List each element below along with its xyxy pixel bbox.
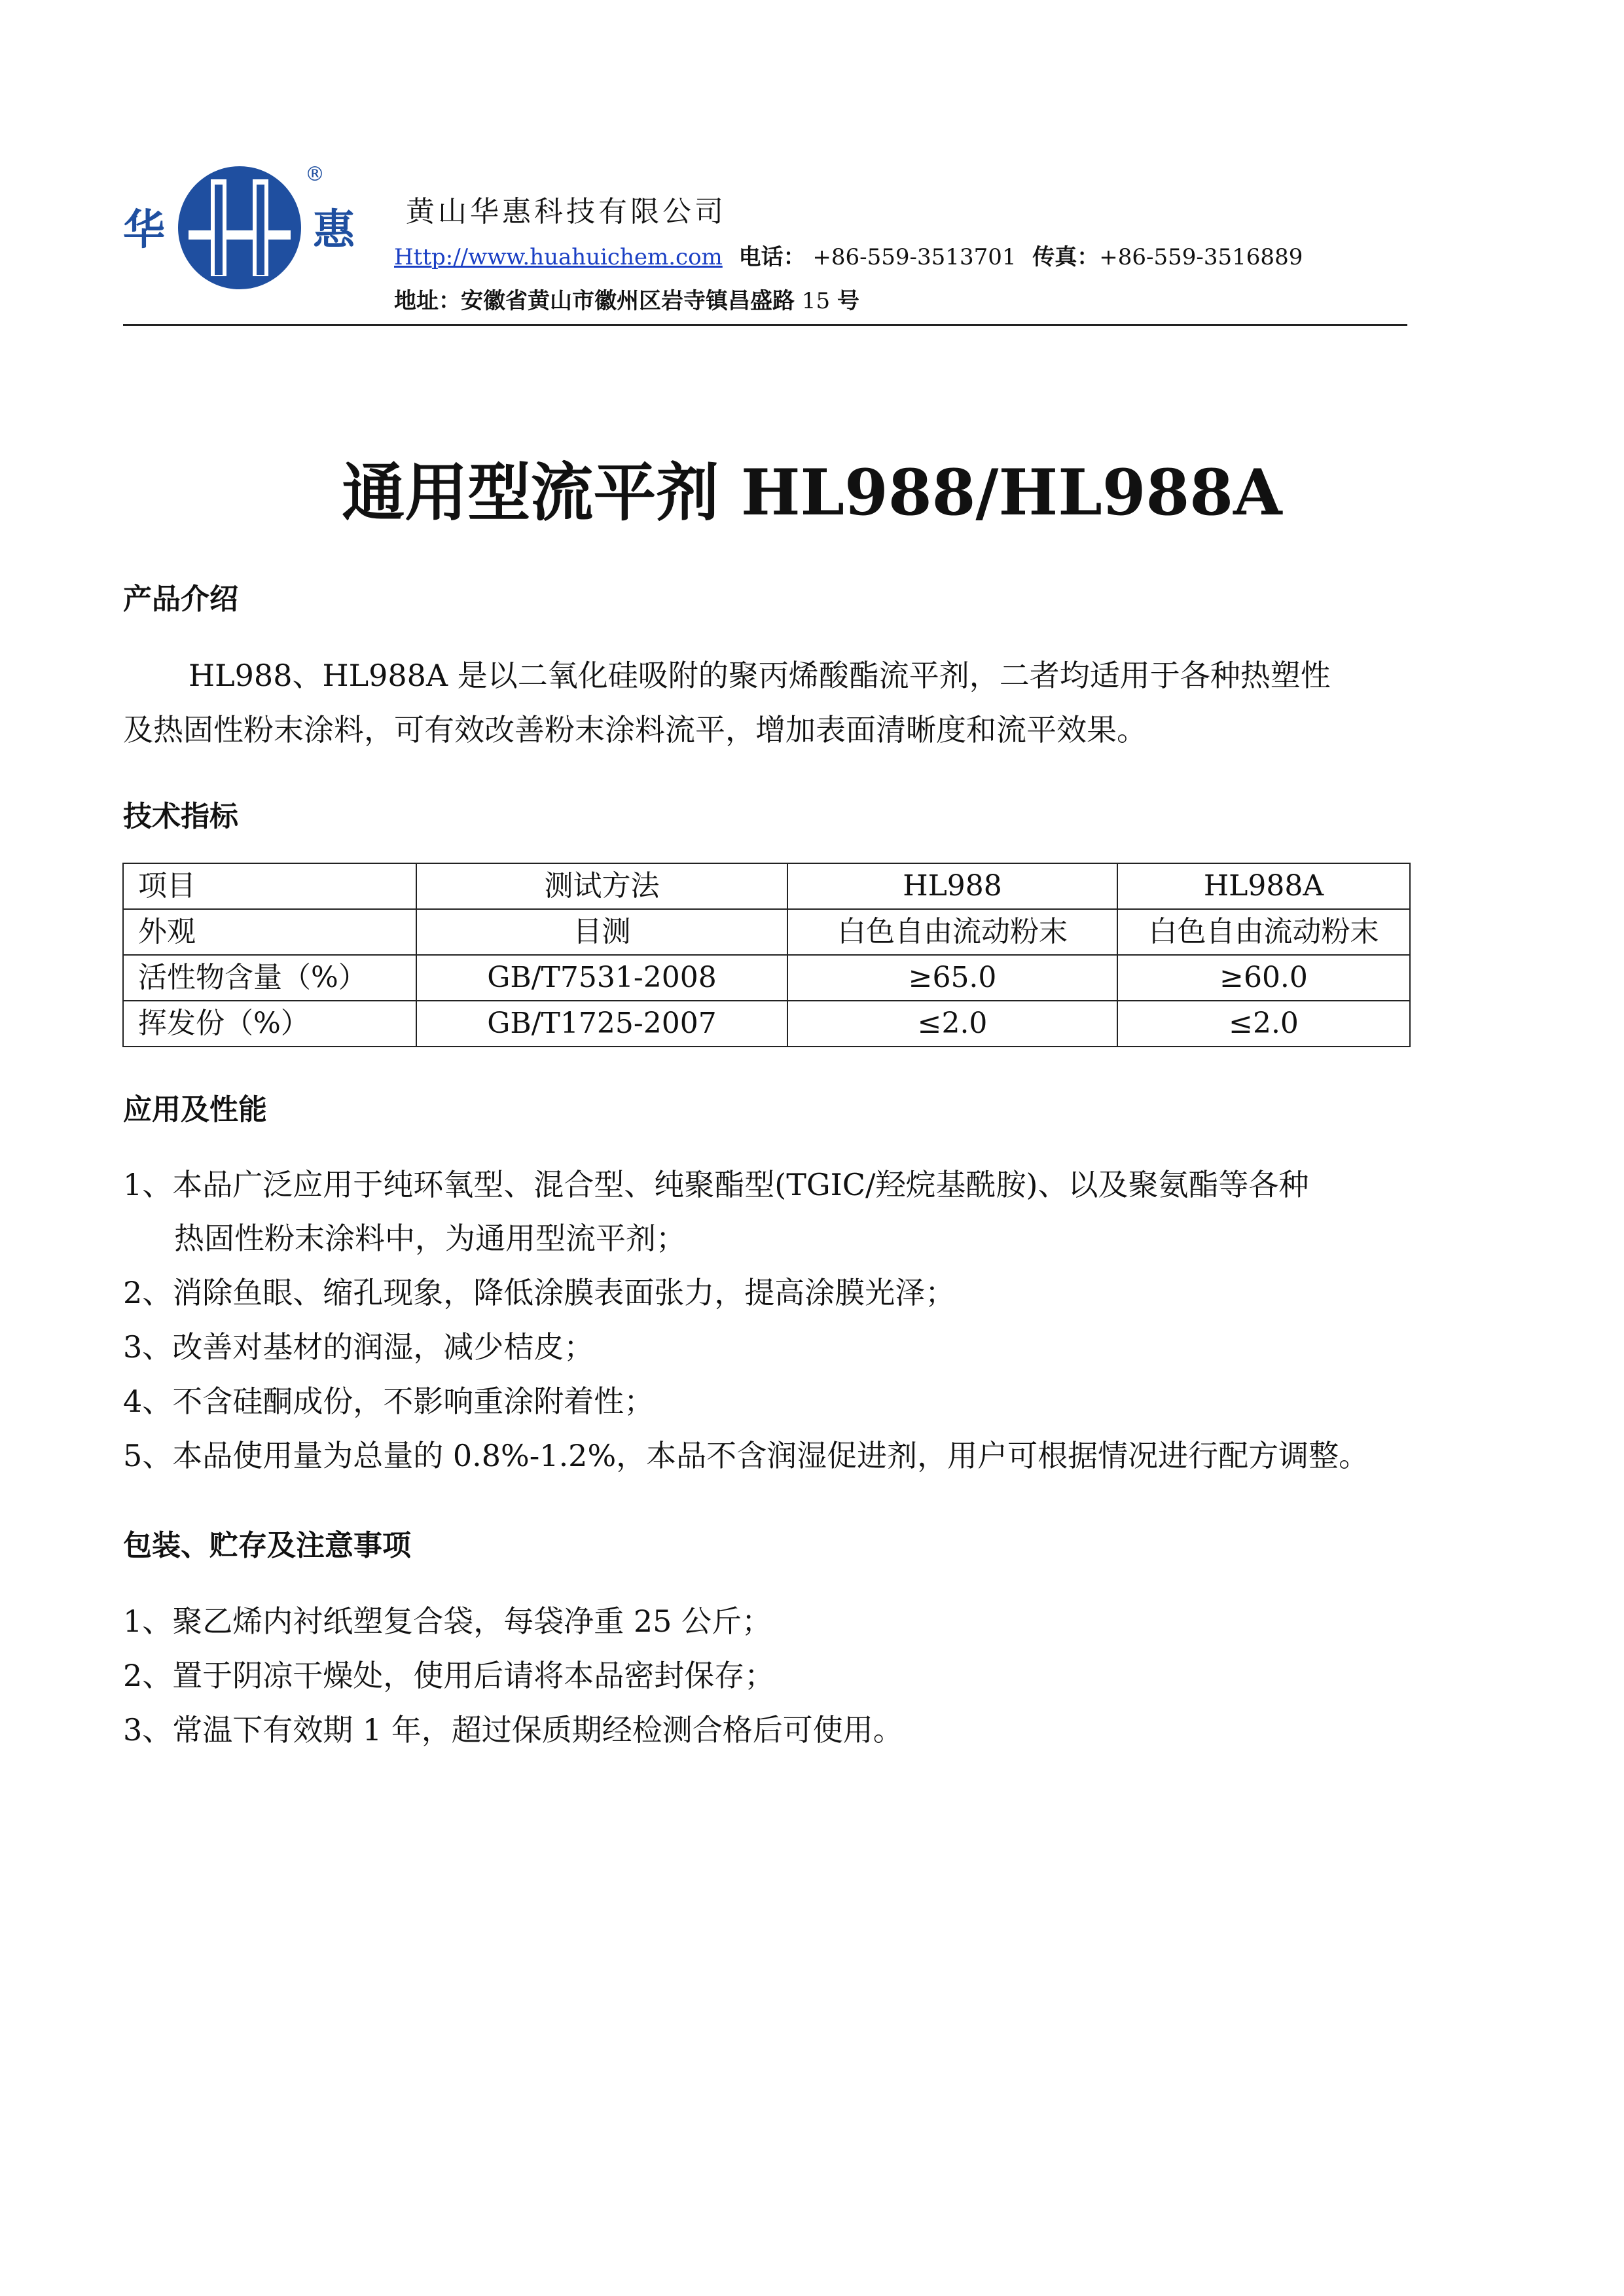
table-cell: ≥65.0	[787, 955, 1117, 1001]
address-suffix: 号	[837, 288, 859, 314]
address-number: 15	[795, 288, 837, 314]
table-cell: ≥60.0	[1117, 955, 1410, 1001]
heading-packaging: 包装、贮存及注意事项	[123, 1529, 411, 1562]
table-cell: ≤2.0	[1117, 1001, 1410, 1047]
table-cell: 白色自由流动粉末	[1117, 909, 1410, 955]
table-header-row	[123, 863, 1410, 909]
company-name: 黄山华惠科技有限公司	[406, 195, 727, 228]
heading-intro: 产品介绍	[123, 583, 238, 616]
website-link[interactable]: Http://www.huahuichem.com	[394, 244, 723, 270]
list-item: 4、不含硅酮成份，不影响重涂附着性；	[123, 1384, 655, 1419]
table-header-cell: 项目	[123, 863, 416, 909]
phone-number: +86-559-3513701	[812, 244, 1017, 270]
table-row	[123, 1001, 1410, 1047]
company-logo	[123, 162, 359, 293]
table-cell: GB/T7531-2008	[416, 955, 787, 1001]
table-header-cell: HL988	[787, 863, 1117, 909]
table-row	[123, 955, 1410, 1001]
logo-emblem-icon	[174, 162, 309, 293]
table-header-cell: 测试方法	[416, 863, 787, 909]
table-cell: 活性物含量（%）	[123, 955, 416, 1001]
fax-label: 传真：	[1032, 244, 1100, 270]
list-item: 1、聚乙烯内衬纸塑复合袋，每袋净重 25 公斤；	[123, 1604, 772, 1639]
phone-label: 电话：	[738, 244, 806, 270]
list-item: 1、本品广泛应用于纯环氧型、混合型、纯聚酯型(TGIC/羟烷基酰胺)、以及聚氨酯等各种	[123, 1167, 1309, 1202]
logo-char-right: 惠	[313, 206, 355, 255]
table-cell: 白色自由流动粉末	[787, 909, 1117, 955]
list-item: 3、常温下有效期 1 年，超过保质期经检测合格后可使用。	[123, 1712, 903, 1748]
list-item: 5、本品使用量为总量的 0.8%-1.2%，本品不含润湿促进剂，用户可根据情况进行配方调整。	[123, 1438, 1369, 1473]
address-label: 地址：	[394, 288, 461, 314]
table-cell: 目测	[416, 909, 787, 955]
list-item: 2、消除鱼眼、缩孔现象，降低涂膜表面张力，提高涂膜光泽；	[123, 1275, 956, 1310]
registered-mark: ®	[305, 163, 325, 186]
logo-char-left: 华	[123, 206, 165, 255]
table-cell: ≤2.0	[787, 1001, 1117, 1047]
table-cell: GB/T1725-2007	[416, 1001, 787, 1047]
list-item: 2、置于阴凉干燥处，使用后请将本品密封保存；	[123, 1658, 775, 1693]
table-cell: 外观	[123, 909, 416, 955]
fax-number: +86-559-3516889	[1099, 244, 1303, 270]
heading-applications: 应用及性能	[123, 1093, 267, 1126]
document-title: 通用型流平剂 HL988/HL988A	[342, 456, 1282, 529]
table-cell: 挥发份（%）	[123, 1001, 416, 1047]
list-item: 3、改善对基材的润湿，减少桔皮；	[123, 1329, 594, 1365]
table-row	[123, 909, 1410, 955]
intro-line-1: HL988、HL988A 是以二氧化硅吸附的聚丙烯酸酯流平剂，二者均适用于各种热塑性	[189, 658, 1331, 693]
table-header-cell: HL988A	[1117, 863, 1410, 909]
header-divider	[123, 324, 1407, 326]
heading-specs: 技术指标	[123, 800, 238, 833]
intro-line-2: 及热固性粉末涂料，可有效改善粉末涂料流平，增加表面清晰度和流平效果。	[123, 712, 1147, 747]
spec-table	[122, 863, 1411, 1047]
address-main: 安徽省黄山市徽州区岩寺镇昌盛路	[461, 288, 795, 314]
address-line	[394, 288, 859, 315]
contact-line	[394, 244, 1303, 271]
list-item: 热固性粉末涂料中，为通用型流平剂；	[174, 1221, 686, 1256]
